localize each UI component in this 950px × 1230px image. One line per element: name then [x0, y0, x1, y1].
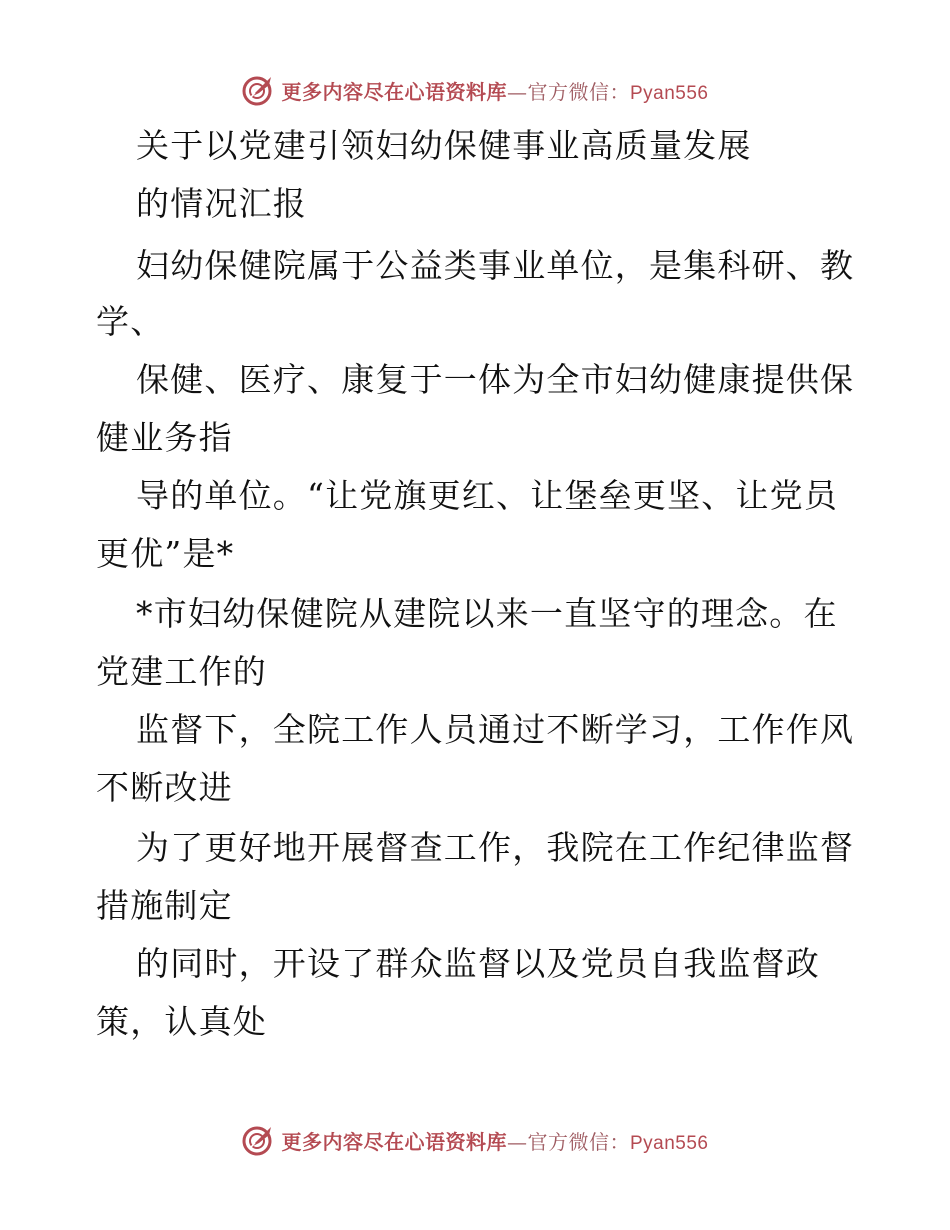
header-banner-sub: —官方微信： [506, 79, 630, 104]
paragraph-line: 不断改进 [96, 768, 233, 807]
footer-banner [0, 1120, 950, 1160]
footer-banner-sub: —官方微信： [506, 1129, 630, 1154]
footer-banner-main: 更多内容尽在心语资料库 [281, 1129, 507, 1154]
paragraph-line: 措施制定 [96, 886, 233, 925]
header-banner-main: 更多内容尽在心语资料库 [281, 79, 507, 104]
paragraph-line: 妇幼保健院属于公益类事业单位，是集科研、教 [136, 246, 855, 285]
paragraph-line: 更优”是* [96, 534, 235, 573]
paragraph-line: 策，认真处 [96, 1002, 267, 1041]
paragraph-line: 为了更好地开展督查工作，我院在工作纪律监督 [136, 828, 855, 867]
quill-logo-icon [241, 1123, 275, 1157]
footer-banner-code: Pyan556 [629, 1132, 709, 1154]
paragraph-line: 导的单位。“让党旗更红、让堡垒更坚、让党员 [136, 476, 839, 515]
paragraph-line: 学、 [96, 302, 165, 341]
paragraph-line: 保健、医疗、康复于一体为全市妇幼健康提供保 [136, 360, 855, 399]
document-title-line-1: 关于以党建引领妇幼保健事业高质量发展 [136, 126, 752, 165]
paragraph-line: *市妇幼保健院从建院以来一直坚守的理念。在 [136, 594, 838, 633]
paragraph-line: 监督下，全院工作人员通过不断学习，工作作风 [136, 710, 855, 749]
paragraph-line: 健业务指 [96, 418, 233, 457]
header-banner-code: Pyan556 [629, 82, 709, 104]
paragraph-line: 的同时，开设了群众监督以及党员自我监督政 [136, 944, 820, 983]
footer-banner-text [281, 1126, 708, 1155]
document-title-line-2: 的情况汇报 [136, 184, 307, 223]
paragraph-line: 党建工作的 [96, 652, 267, 691]
